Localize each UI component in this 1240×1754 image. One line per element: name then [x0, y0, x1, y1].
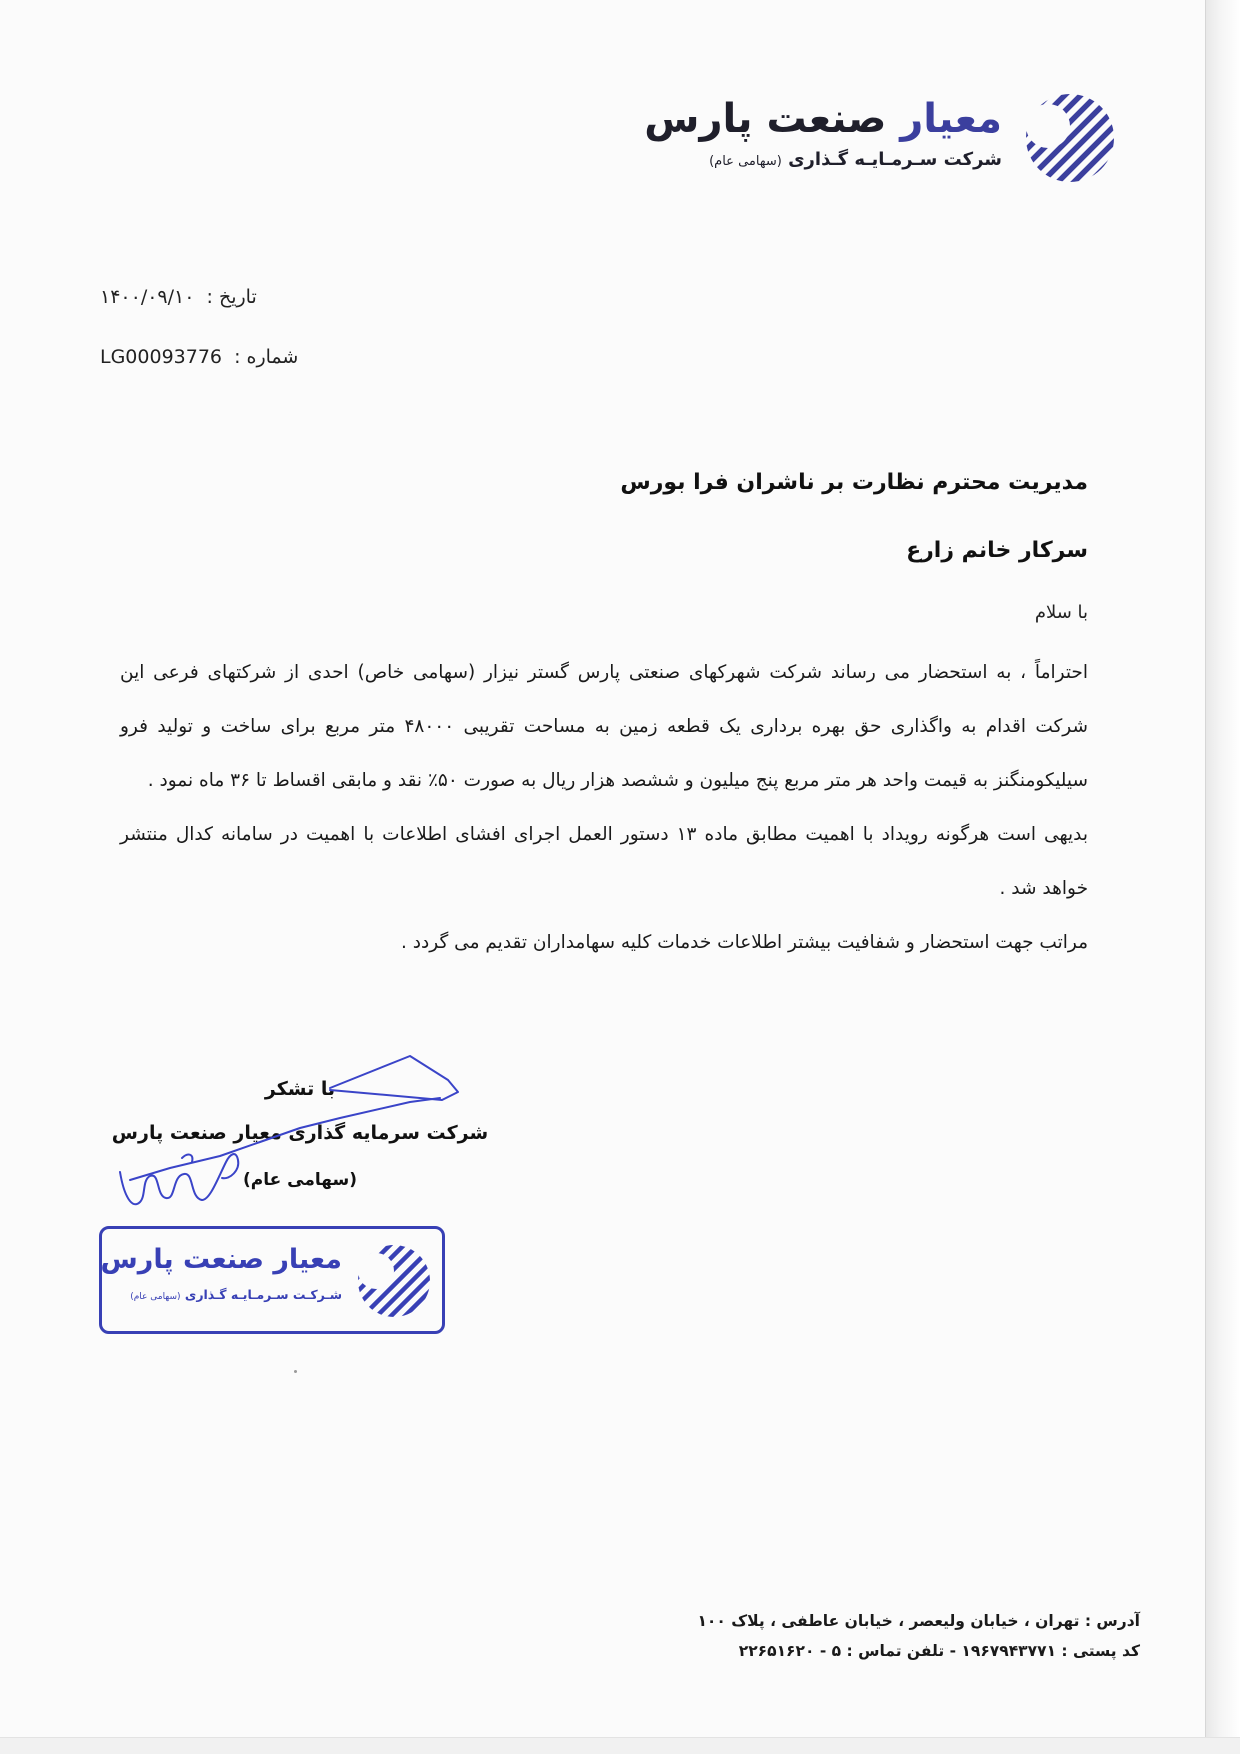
letter-body	[120, 646, 1088, 970]
addressee-line-2: سرکار خانم زارع	[906, 538, 1088, 563]
number-value: LG00093776	[100, 346, 223, 368]
signoff-company: شرکت سرمایه گذاری معیار صنعت پارس	[111, 1122, 489, 1144]
signoff-company-type: (سهامی عام)	[243, 1170, 357, 1190]
scan-page-edge	[1205, 0, 1240, 1754]
stamp-subtitle: شـرکـت سـرمـایـه گـذاری (سهامی عام)	[130, 1287, 342, 1302]
salutation: با سلام	[1034, 602, 1088, 623]
company-stamp	[99, 1226, 445, 1334]
scan-speck	[294, 1370, 297, 1373]
stamp-striped-sphere-icon	[352, 1241, 432, 1321]
date-value: ۱۴۰۰/۰۹/۱۰	[100, 286, 195, 308]
letterhead-logo	[644, 90, 1120, 190]
addressee-line-1: مدیریت محترم نظارت بر ناشران فرا بورس	[620, 470, 1088, 495]
number-label: شماره :	[234, 346, 299, 368]
letterhead-subtitle: شرکت سـرمـایـه گـذاری (سهامی عام)	[709, 149, 1002, 170]
letterhead-brand-name: معیار صنعت پارس	[644, 96, 1002, 142]
body-paragraph-3: مراتب جهت استحضار و شفافیت بیشتر اطلاعات خدمات کلیه سهامداران تقدیم می گردد .	[401, 932, 1088, 953]
footer-contact: کد پستی : ۱۹۶۷۹۴۳۷۷۱ - تلفن تماس : ۵ - ۲۲۶۵۱۶۲۰	[738, 1642, 1140, 1660]
body-paragraph-2: بدیهی است هرگونه رویداد با اهمیت مطابق ماده ۱۳ دستور العمل اجرای افشای اطلاعات با اهمیت در سامانه کدال منتشر خواهد شد .	[120, 824, 1088, 899]
body-paragraph-1: احتراماً ، به استحضار می رساند شرکت شهرکهای صنعتی پارس گستر نیزار (سهامی خاص) احدی از شرکتهای فرعی این شرکت اقدام به واگذاری حق بهره برداری یک قطعه زمین به مساحت تقریبی ۴۸۰۰۰ متر مربع برای ساخت و تولید فرو سیلیکومنگنز به قیمت واحد هر متر مربع پنج میلیون و ششصد هزار ریال به صورت ۵۰٪ نقد و مابقی اقساط تا ۳۶ ماه نمود .	[120, 662, 1089, 791]
scan-bottom-edge	[0, 1737, 1240, 1754]
signoff-thanks: با تشکر	[264, 1078, 336, 1100]
letter-number	[100, 346, 340, 368]
letter-date	[100, 286, 340, 308]
date-label: تاریخ :	[206, 286, 257, 308]
stamp-title: معیار صنعت پارس	[100, 1244, 342, 1275]
footer-address: آدرس : تهران ، خیابان ولیعصر ، خیابان عاطفی ، پلاک ۱۰۰	[697, 1612, 1140, 1630]
striped-sphere-logo-icon	[1018, 90, 1118, 186]
handwritten-signature	[110, 1050, 470, 1220]
